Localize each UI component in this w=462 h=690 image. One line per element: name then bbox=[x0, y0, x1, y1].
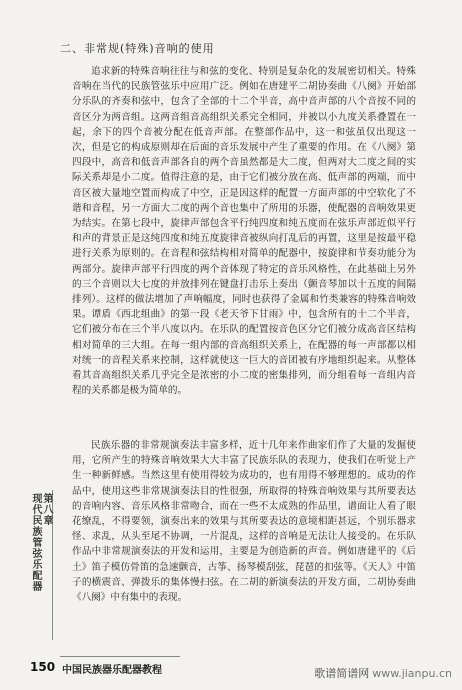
chapter-sidebar bbox=[32, 493, 52, 592]
section-heading: 二、非常规(特殊)音响的使用 bbox=[60, 42, 215, 55]
watermark-name: 歌谱简谱网 bbox=[314, 667, 370, 680]
body-paragraph-2: 民族乐器的非常规演奏法丰富多样，近十几年来作曲家们作了大量的发掘使用，它所产生的特殊音响效果大大丰富了民族乐队的表现力，使我们在听觉上产生一种新鲜感。当然这里有使用得较为成功的，也有用得不够理想的。成功的作品中，使用这些非常规演奏法目的性很强，所取得的特殊音响效果与其所要表达的音响内容、音乐风格非常吻合，而在一些不太成熟的作品里，谱面让人看了眼花缭乱，不得要领，演奏出来的效果与其所要表达的意境相距甚远，个别乐器求怪、求乱，从头至尾不协调，一片混乱，这样的音响是无法让人接受的。在乐队作品中非常规演奏法的开发和运用，主要是为创造新的声音。例如唐建平的《后土》笛子模仿骨笛的急速颤音，古筝、扬琴模刮弦，琵琶的扣弦等。《天人》中笛子的横震音、弹拨乐的集体慢扫弦。在二胡的新演奏法的开发方面，二胡协奏曲《八阕》中有集中的表现。 bbox=[72, 440, 416, 604]
sidebar-chapter: 第八章 bbox=[41, 493, 52, 526]
sidebar-subtitle: 现代民族管弦乐配器 bbox=[30, 493, 41, 592]
body-paragraph-1: 追求新的特殊音响往往与和弦的变化、特别是复杂化的发展密切相关。特殊音响在当代的民族管弦乐中应用广泛。例如在唐建平二胡协奏曲《八阕》开始部分乐队的齐奏和弦中，包含了全部的十二个半音，高中音声部的八个音按不同的音区分为两音组。这两音组音高组织关系完全相同，并被以小九度关系叠置在一起，余下的四个音被分配在低音声部。在整部作品中，这一和弦虽仅出现这一次，但是它的构成原则却在后面的音乐发展中产生了重要的作用。在《八阕》第四段中，高音和低音声部各自的两个音虽然都是大二度，但两对大二度之间的实际关系却是小二度。值得注意的是，由于它们被分放在高、低声部的两端，而中音区被大量地空置而构成了中空，正是因这样的配置一方面声部的中空软化了不谐和音程，另一方面大二度的两个音也集中了所用的乐器，使配器的音响效果更为结实。在第七段中，旋律声部包含平行纯四度和纯五度而在弦乐声部近似平行和声的背景正是这纯四度和纯五度旋律音被纵向打乱后的再置，这里是按最平稳进行关系为原则的。在音程和弦结构相对简单的配器中，按旋律和节奏功能分为两部分。旋律声部平行四度的两个音体现了特定的音乐风格性，在此基础上另外的三个音则以大七度的并放排列在键盘打击乐上奏出（颤音琴加以十五度的间隔排列）。这样的做法增加了声响幅度，同时也获得了金属和竹类兼容的特殊音响效果。谭盾《西北组曲》的第一段《老天爷下甘雨》中，包含所有的十二个半音，它们被分布在三个半八度以内。在乐队的配置按音色区分它们被分成高音区结构相对简单的三大组。在每一组内部的音高组织关系上，在配器的每一声部都以相对统一的音程关系来控制，这样就使这一巨大的音团被有序地组织起来。从整体看其音高组织关系几乎完全是浓密的小二度的密集排列，而分组看每一音组内音程的关系都是极为简单的。 bbox=[72, 66, 416, 397]
watermark bbox=[314, 665, 452, 681]
page-number: 150 bbox=[30, 660, 56, 674]
footer-rule bbox=[60, 656, 180, 657]
book-title: 中国民族器乐配器教程 bbox=[62, 665, 162, 676]
watermark-url: www.jianpu.cn bbox=[372, 667, 452, 680]
